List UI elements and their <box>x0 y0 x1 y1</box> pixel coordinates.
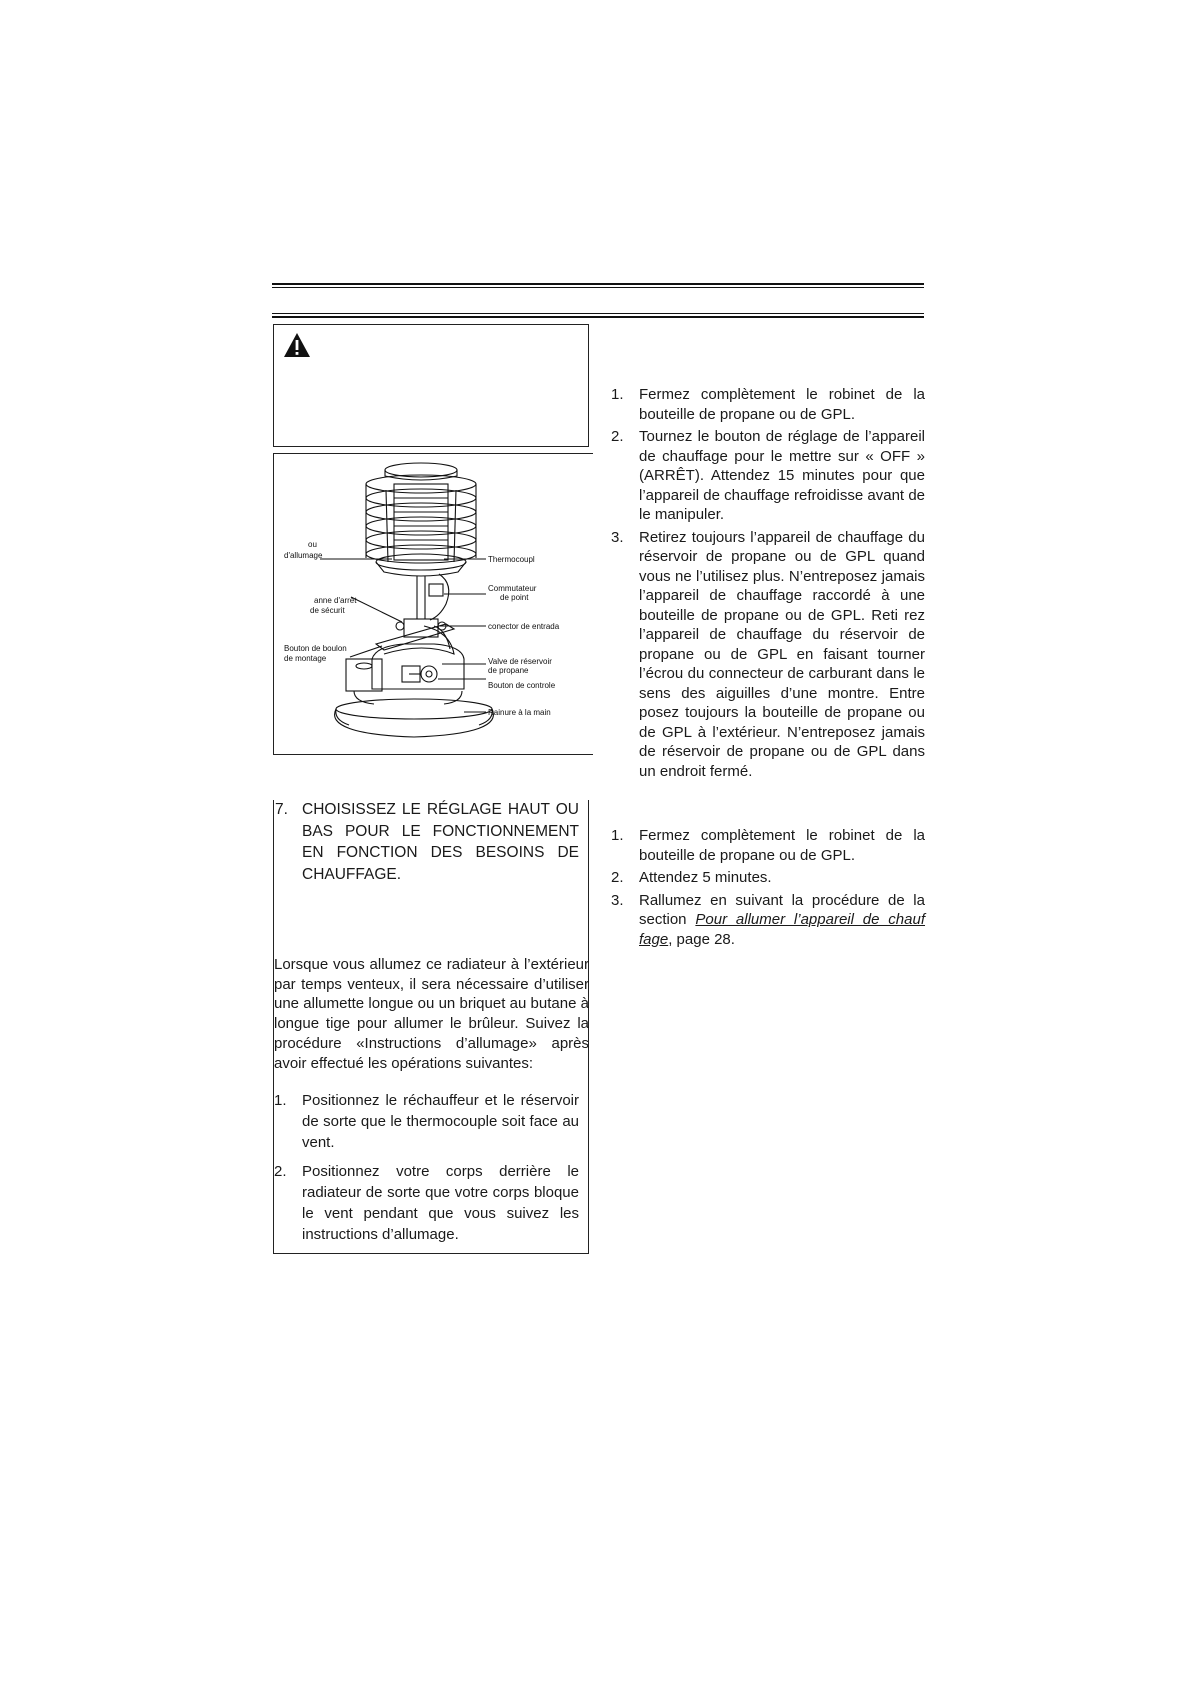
relight-item-number: 3. <box>611 891 624 909</box>
relight-item-3 <box>611 891 925 950</box>
outdoor-item-2 <box>274 1161 579 1245</box>
label-conector: conector de entrada <box>488 622 560 631</box>
shutoff-item-number: 3. <box>611 528 624 546</box>
label-anneau-1: anne d'arrêt <box>314 596 357 605</box>
label-valve-1: Valve de réservoir <box>488 657 552 666</box>
label-thermocouple: Thermocoupl <box>488 555 535 564</box>
label-ou: ou <box>308 540 317 549</box>
outdoor-item-text: Positionnez le réchauffeur et le réservoir de sorte que le thermocouple soit face au vent. <box>302 1092 579 1151</box>
header-rule-bottom-thick <box>272 316 924 318</box>
shutoff-item-2 <box>611 427 925 525</box>
relight-item-text: Rallumez en suivant la procédure de la section <box>639 891 925 928</box>
header-rule-top-thin <box>272 287 924 288</box>
shutoff-item-1 <box>611 385 925 424</box>
outdoor-item-number: 1. <box>274 1092 287 1109</box>
label-bouton-controle: Bouton de controle <box>488 681 556 690</box>
label-anneau-2: de sécurit <box>310 606 345 615</box>
shutoff-item-text: Tournez le bouton de réglage de l’appareil de chauffage pour le mettre sur « OFF » (ARRÊT). Attendez 15 minutes pour que l’appareil de chauffage refroidisse avant de le manipuler. <box>639 428 925 523</box>
outdoor-item-number: 2. <box>274 1163 287 1180</box>
header-rule-top <box>272 283 924 285</box>
label-commutateur-2: de point <box>500 593 529 602</box>
relight-list <box>611 826 925 949</box>
warning-triangle-icon <box>282 331 312 359</box>
shutoff-item-text: Fermez complètement le robinet de la bouteille de propane ou de GPL. <box>639 386 925 423</box>
relight-item-number: 1. <box>611 827 624 844</box>
label-rainure: Rainure à la main <box>488 708 551 717</box>
step7-item <box>275 799 579 885</box>
heater-diagram <box>273 453 593 755</box>
lighting-section-link[interactable]: Pour allumer l’appareil de chauf fage <box>639 911 926 948</box>
relight-item-text: Attendez 5 minutes. <box>639 869 772 886</box>
step7-text: CHOISISSEZ LE RÉGLAGE HAUT OU BAS POUR LE FONCTIONNEMENT EN FONCTION DES BESOINS DE CHAUFFAGE. <box>302 801 579 883</box>
relight-item-1 <box>611 826 925 865</box>
label-valve-2: de propane <box>488 666 529 675</box>
heater-illustration <box>274 454 592 754</box>
outdoor-paragraph: Lorsque vous allumez ce radiateur à l’extérieur par temps venteux, il sera nécessaire d’utiliser une allumette longue ou un briquet au butane à longue tige pour allumer le brûleur. Suivez la procédure «Instructions d’allumage» après avoir effectué les opérations suivantes: <box>274 956 589 1072</box>
shutoff-item-text: Retirez toujours l’appareil de chauffage du réservoir de propane ou de GPL quand vous ne l’utilisez plus. N’entreposez jamais l’appareil de chauffage raccordé à une bouteille de propane ou de GPL. Reti rez l’appareil de chauffage du réservoir de propane ou de GPL en faisant tourner l’écrou du connecteur de carburant dans le sens des aiguilles d’une montre. Entre posez toujours la bouteille de propane ou de GPL à l’extérieur. N’entreposez jamais de réservoir de propane ou de GPL dans un endroit fermé. <box>639 528 925 780</box>
label-commutateur-1: Commutateur <box>488 584 537 593</box>
step7-number: 7. <box>275 801 288 818</box>
shutoff-item-number: 1. <box>611 386 624 403</box>
relight-item-page-ref: , page 28. <box>668 930 735 948</box>
outdoor-item-text: Positionnez votre corps derrière le radiateur de sorte que votre corps bloque le vent pendant que vous suivez les instructions d’allumage. <box>302 1163 579 1243</box>
shutoff-list <box>611 385 925 781</box>
relight-item-text: Fermez complètement le robinet de la bouteille de propane ou de GPL. <box>639 827 925 864</box>
shutoff-item-3 <box>611 528 925 782</box>
relight-item-number: 2. <box>611 869 624 886</box>
outdoor-list <box>274 1090 579 1245</box>
relight-item-2 <box>611 868 925 888</box>
label-dallumage: d'allumage <box>284 551 323 560</box>
label-bouton-boulon-2: de montage <box>284 654 327 663</box>
label-bouton-boulon-1: Bouton de boulon <box>284 644 347 653</box>
shutoff-item-number: 2. <box>611 428 624 445</box>
header-rule-bottom <box>272 313 924 314</box>
warning-box <box>273 324 589 447</box>
outdoor-item-1 <box>274 1090 579 1153</box>
